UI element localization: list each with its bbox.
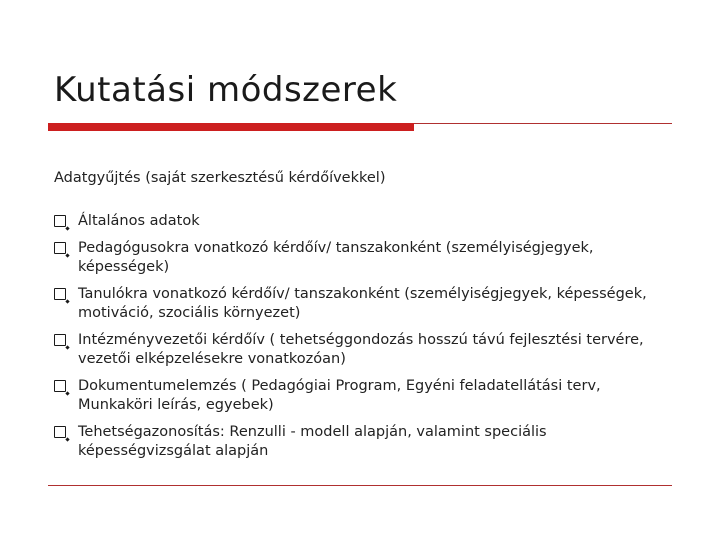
- list-item: [54, 423, 674, 461]
- bullet-list: [54, 212, 674, 469]
- list-item: [54, 377, 674, 415]
- list-item: [54, 212, 674, 231]
- square-bullet-icon: [54, 215, 66, 227]
- footer-divider: [48, 485, 672, 486]
- square-bullet-icon: [54, 426, 66, 438]
- list-item-text: Dokumentumelemzés ( Pedagógiai Program, Egyéni feladatellátási terv, Munkaköri leírás, egyebek): [78, 378, 601, 413]
- list-item-text: Pedagógusokra vonatkozó kérdőív/ tanszakonként (személyiségjegyek, képességek): [78, 240, 594, 275]
- slide-subtitle: Adatgyűjtés (saját szerkesztésű kérdőívekkel): [54, 170, 386, 186]
- square-bullet-icon: [54, 380, 66, 392]
- title-underline-thin: [414, 123, 672, 124]
- list-item: [54, 285, 674, 323]
- square-bullet-icon: [54, 288, 66, 300]
- list-item: [54, 331, 674, 369]
- title-underline-accent: [48, 123, 414, 131]
- slide-title: Kutatási módszerek: [54, 70, 398, 110]
- list-item-text: Tehetségazonosítás: Renzulli - modell alapján, valamint speciális képességvizsgálat alapján: [78, 424, 547, 459]
- list-item-text: Intézményvezetői kérdőív ( tehetséggondozás hosszú távú fejlesztési tervére, vezetői elképzelésekre vonatkozóan): [78, 332, 644, 367]
- list-item-text: Tanulókra vonatkozó kérdőív/ tanszakonként (személyiségjegyek, képességek, motiváció, szociális környezet): [78, 286, 647, 321]
- list-item-text: Általános adatok: [78, 213, 200, 229]
- square-bullet-icon: [54, 242, 66, 254]
- list-item: [54, 239, 674, 277]
- square-bullet-icon: [54, 334, 66, 346]
